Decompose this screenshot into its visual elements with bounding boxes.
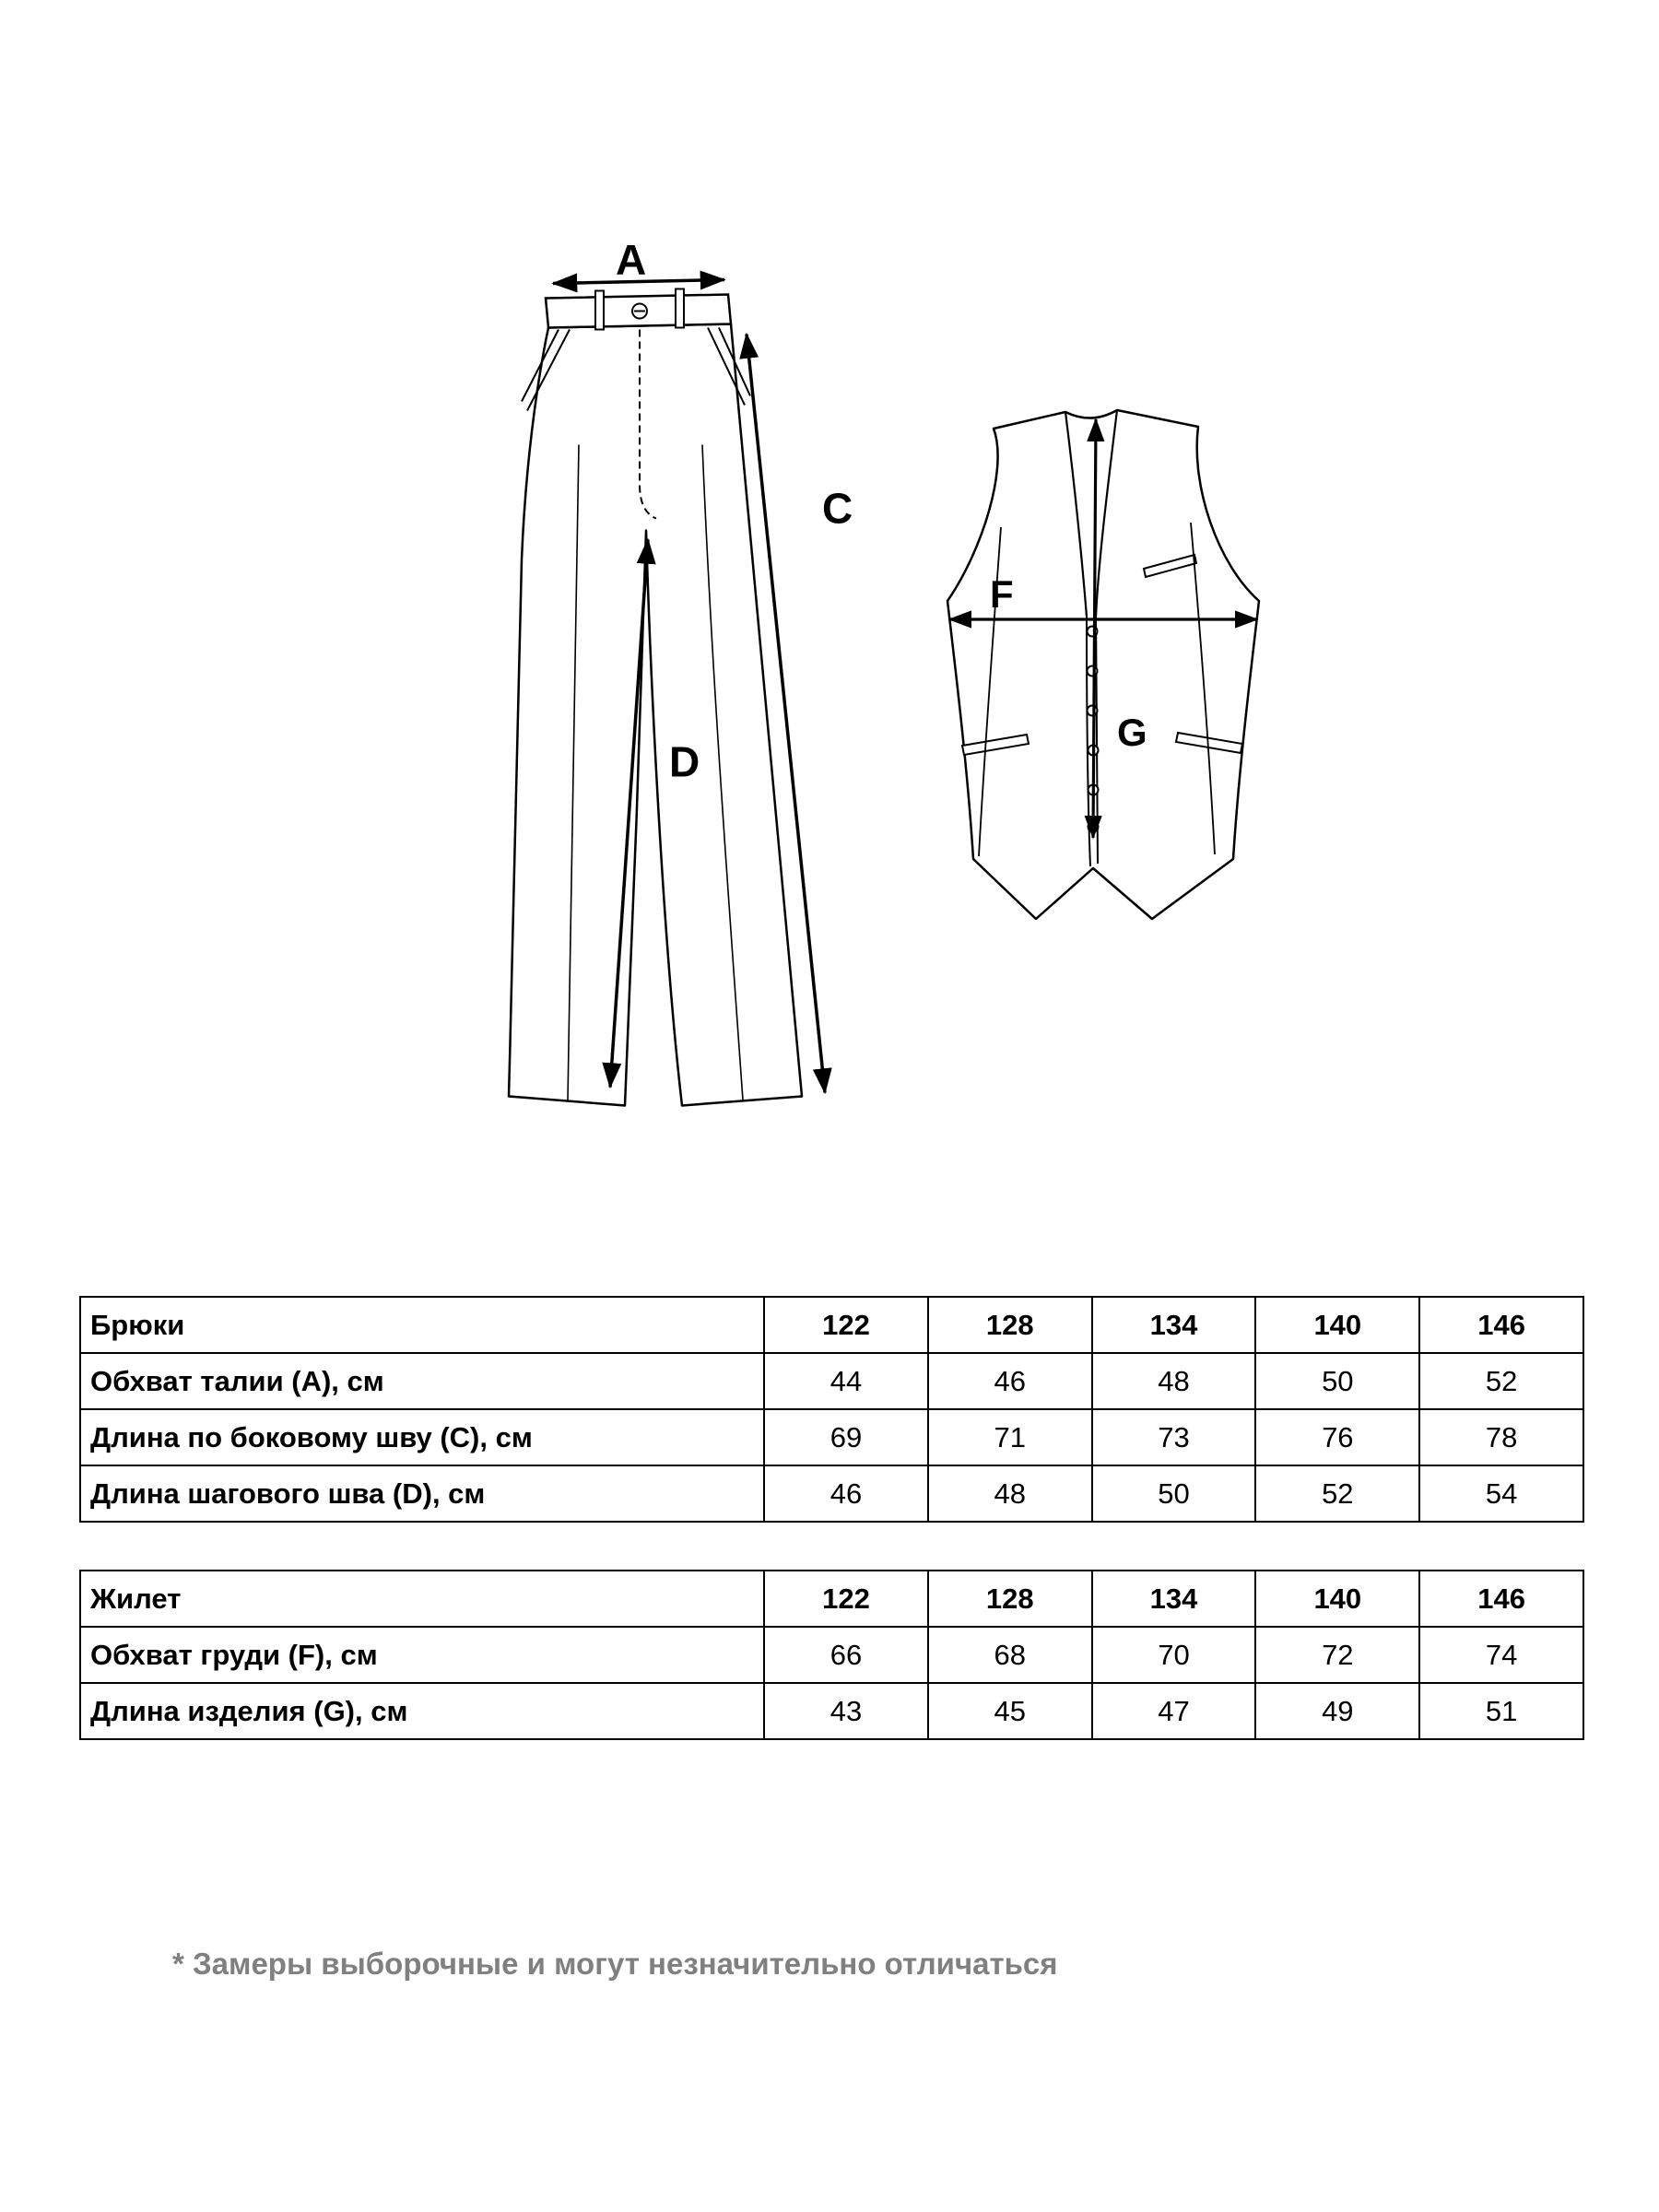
table-cell: 46: [928, 1353, 1092, 1409]
table-header-cell: 122: [764, 1571, 928, 1627]
vest-button: [1088, 706, 1098, 716]
belt-loop: [595, 291, 604, 330]
table-cell: 78: [1419, 1409, 1583, 1465]
table-cell: 51: [1419, 1683, 1583, 1739]
measure-label-waist: A: [616, 245, 647, 284]
table-cell: 43: [764, 1683, 928, 1739]
footnote: * Замеры выборочные и могут незначительно отличаться: [172, 1947, 1058, 1981]
measure-label-inseam: D: [669, 737, 700, 786]
table-header-cell: 140: [1255, 1571, 1419, 1627]
table-header-cell: 128: [928, 1571, 1092, 1627]
table-cell: 69: [764, 1409, 928, 1465]
table-cell: 48: [928, 1465, 1092, 1522]
table-row: [80, 1683, 1583, 1739]
trousers-figure: [461, 245, 894, 1124]
table-cell: 47: [1092, 1683, 1256, 1739]
table-header-cell: 122: [764, 1297, 928, 1353]
vest-figure: [936, 403, 1268, 937]
table-cell: 70: [1092, 1627, 1256, 1683]
table-header-cell: 146: [1419, 1297, 1583, 1353]
table-cell: Обхват груди (F), см: [80, 1627, 764, 1683]
vest-table-section: [79, 1570, 1584, 1740]
table-cell: 76: [1255, 1409, 1419, 1465]
table-header-cell: 140: [1255, 1297, 1419, 1353]
table-cell: 50: [1092, 1465, 1256, 1522]
trousers-size-table: [79, 1296, 1584, 1523]
trousers-table-section: [79, 1296, 1584, 1523]
measure-label-length: G: [1117, 711, 1147, 754]
table-header-cell: Жилет: [80, 1571, 764, 1627]
table-cell: 45: [928, 1683, 1092, 1739]
vest-size-table: [79, 1570, 1584, 1740]
vest-diagram: [936, 403, 1268, 937]
table-row: [80, 1409, 1583, 1465]
table-cell: 66: [764, 1627, 928, 1683]
table-header-cell: 146: [1419, 1571, 1583, 1627]
table-cell: Длина изделия (G), см: [80, 1683, 764, 1739]
table-cell: 74: [1419, 1627, 1583, 1683]
table-cell: 72: [1255, 1627, 1419, 1683]
vest-button: [1088, 666, 1098, 677]
table-header-cell: Брюки: [80, 1297, 764, 1353]
table-cell: Длина шагового шва (D), см: [80, 1465, 764, 1522]
table-cell: 48: [1092, 1353, 1256, 1409]
table-cell: Обхват талии (А), см: [80, 1353, 764, 1409]
measure-label-side-seam: C: [822, 484, 853, 533]
measure-label-chest: F: [990, 572, 1014, 616]
table-header-cell: 128: [928, 1297, 1092, 1353]
table-cell: 44: [764, 1353, 928, 1409]
table-cell: 49: [1255, 1683, 1419, 1739]
belt-loop: [676, 289, 684, 328]
table-row: [80, 1353, 1583, 1409]
table-row: [80, 1627, 1583, 1683]
table-header-cell: 134: [1092, 1297, 1256, 1353]
table-header-cell: 134: [1092, 1571, 1256, 1627]
table-cell: 73: [1092, 1409, 1256, 1465]
table-cell: 68: [928, 1627, 1092, 1683]
table-cell: 54: [1419, 1465, 1583, 1522]
table-cell: 52: [1255, 1465, 1419, 1522]
table-cell: Длина по боковому шву (С), см: [80, 1409, 764, 1465]
table-row: [80, 1465, 1583, 1522]
vest-outline: [947, 410, 1259, 919]
table-cell: 50: [1255, 1353, 1419, 1409]
table-row: [80, 1571, 1583, 1627]
table-cell: 71: [928, 1409, 1092, 1465]
table-cell: 46: [764, 1465, 928, 1522]
table-row: [80, 1297, 1583, 1353]
trousers-diagram: [461, 245, 894, 1124]
table-cell: 52: [1419, 1353, 1583, 1409]
